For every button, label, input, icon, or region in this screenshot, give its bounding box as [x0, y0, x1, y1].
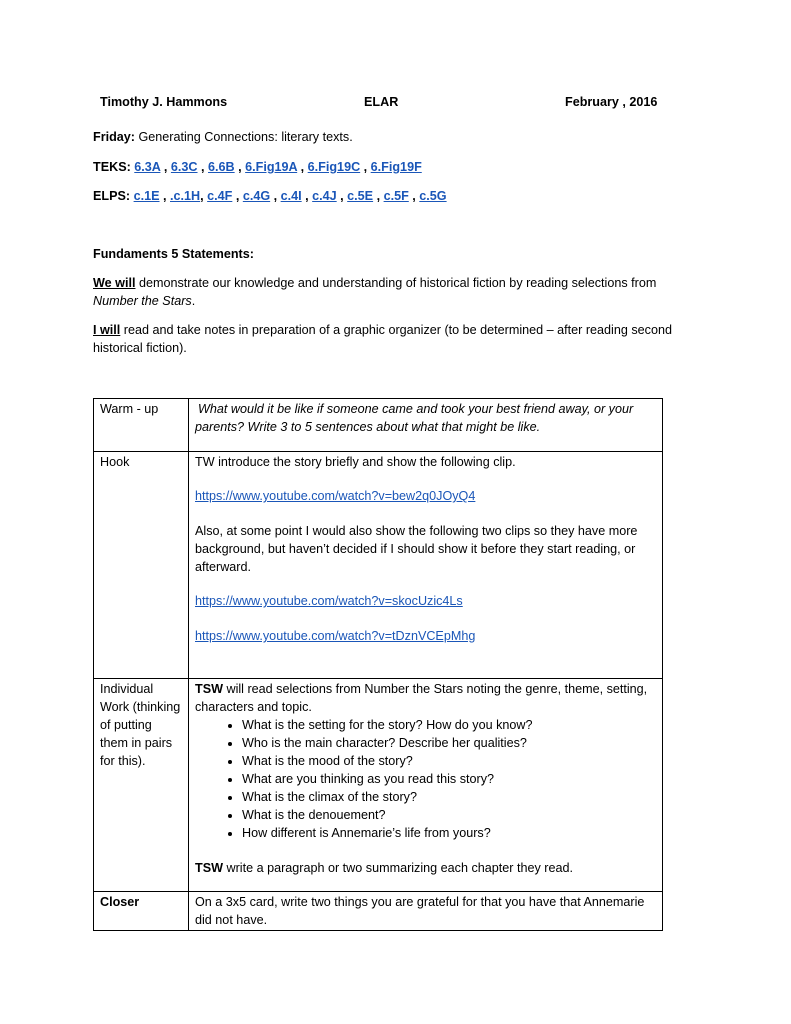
- elps-link[interactable]: .c.1H: [170, 189, 201, 203]
- we-will-end: .: [191, 294, 196, 308]
- teks-link[interactable]: 6.Fig19F: [370, 160, 422, 174]
- individual-intro: [195, 680, 656, 716]
- teks-line: TEKS: 6.3A , 6.3C , 6.6B , 6.Fig19A , 6.Fig19C , 6.Fig19F: [93, 160, 422, 174]
- friday-text: Generating Connections: literary texts.: [135, 130, 353, 144]
- list-item: • Who is the main character? Describe her qualities?: [242, 734, 656, 752]
- closer-row: [94, 892, 663, 931]
- we-will-text: demonstrate our knowledge and understanding of historical fiction by reading selections from: [135, 276, 657, 290]
- teks-label: TEKS:: [93, 160, 135, 174]
- elps-label: ELPS:: [93, 189, 134, 203]
- youtube-link[interactable]: https://www.youtube.com/watch?v=bew2q0JOyQ4: [195, 489, 476, 503]
- closer-label: [94, 892, 189, 931]
- warmup-row: [94, 399, 663, 452]
- teks-link[interactable]: 6.3C: [170, 160, 198, 174]
- i-will-statement: [93, 321, 703, 357]
- elps-link[interactable]: c.4I: [280, 189, 302, 203]
- closer-label-text: Closer: [100, 895, 140, 909]
- individual-outro: [195, 859, 656, 877]
- elps-link[interactable]: c.4F: [207, 189, 233, 203]
- list-item: • What is the denouement?: [242, 806, 656, 824]
- book-title: Number the Stars: [93, 294, 192, 308]
- elps-link[interactable]: c.1E: [133, 189, 160, 203]
- individual-outro-text: write a paragraph or two summarizing each chapter they read.: [222, 861, 573, 875]
- date-label: February , 2016: [565, 95, 658, 109]
- youtube-link[interactable]: https://www.youtube.com/watch?v=skocUzic4Ls: [195, 594, 463, 608]
- tsw-label: TSW: [195, 861, 223, 875]
- question-list: [195, 716, 656, 842]
- teks-link[interactable]: 6.Fig19C: [307, 160, 361, 174]
- teks-link[interactable]: 6.3A: [134, 160, 161, 174]
- teacher-name: Timothy J. Hammons: [100, 95, 228, 109]
- elps-link[interactable]: c.5F: [383, 189, 409, 203]
- we-will-label: We will: [93, 276, 136, 290]
- elps-link[interactable]: c.4G: [242, 189, 271, 203]
- subject-label: ELAR: [364, 95, 399, 109]
- individual-work-cell: [189, 679, 663, 892]
- individual-intro-text: will read selections from Number the Stars noting the genre, theme, setting, characters and topic.: [195, 682, 648, 714]
- hook-label: Hook: [94, 452, 189, 679]
- hook-middle: Also, at some point I would also show the following two clips so they have more background, but haven’t decided if I should show it before they start reading, or afterward.: [195, 524, 638, 574]
- we-will-statement: [93, 274, 703, 310]
- warmup-label: Warm - up: [94, 399, 189, 452]
- friday-line: [93, 128, 703, 146]
- closer-text: On a 3x5 card, write two things you are grateful for that you have that Annemarie did not have.: [189, 892, 663, 931]
- list-item: • What is the mood of the story?: [242, 752, 656, 770]
- individual-work-label: Individual Work (thinking of putting them in pairs for this).: [94, 679, 189, 892]
- hook-row: [94, 452, 663, 679]
- list-item: • How different is Annemarie’s life from yours?: [242, 824, 656, 842]
- i-will-label: I will: [93, 323, 121, 337]
- warmup-prompt: What would it be like if someone came and took your best friend away, or your parents? Write 3 to 5 sentences about what that might be like.: [195, 402, 634, 434]
- warmup-cell: [189, 399, 663, 452]
- list-item: • What is the climax of the story?: [242, 788, 656, 806]
- teks-link[interactable]: 6.6B: [208, 160, 235, 174]
- friday-label: Friday:: [93, 130, 135, 144]
- teks-link[interactable]: 6.Fig19A: [245, 160, 298, 174]
- elps-link[interactable]: c.5E: [347, 189, 374, 203]
- fundamentals-heading: Fundaments 5 Statements:: [93, 247, 254, 261]
- hook-cell: [189, 452, 663, 679]
- youtube-link[interactable]: https://www.youtube.com/watch?v=tDznVCEpMhg: [195, 629, 476, 643]
- tsw-label: TSW: [195, 682, 223, 696]
- i-will-text: read and take notes in preparation of a graphic organizer (to be determined – after reading second historical fiction).: [93, 323, 672, 355]
- list-item: • What are you thinking as you read this story?: [242, 770, 656, 788]
- elps-line: ELPS: c.1E , .c.1H, c.4F , c.4G , c.4I , c.4J , c.5E , c.5F , c.5G: [93, 189, 447, 203]
- hook-intro: TW introduce the story briefly and show the following clip.: [195, 455, 516, 469]
- elps-link[interactable]: c.4J: [312, 189, 337, 203]
- elps-link[interactable]: c.5G: [419, 189, 447, 203]
- list-item: • What is the setting for the story? How do you know?: [242, 716, 656, 734]
- lesson-plan-table: [93, 398, 663, 931]
- individual-work-row: [94, 679, 663, 892]
